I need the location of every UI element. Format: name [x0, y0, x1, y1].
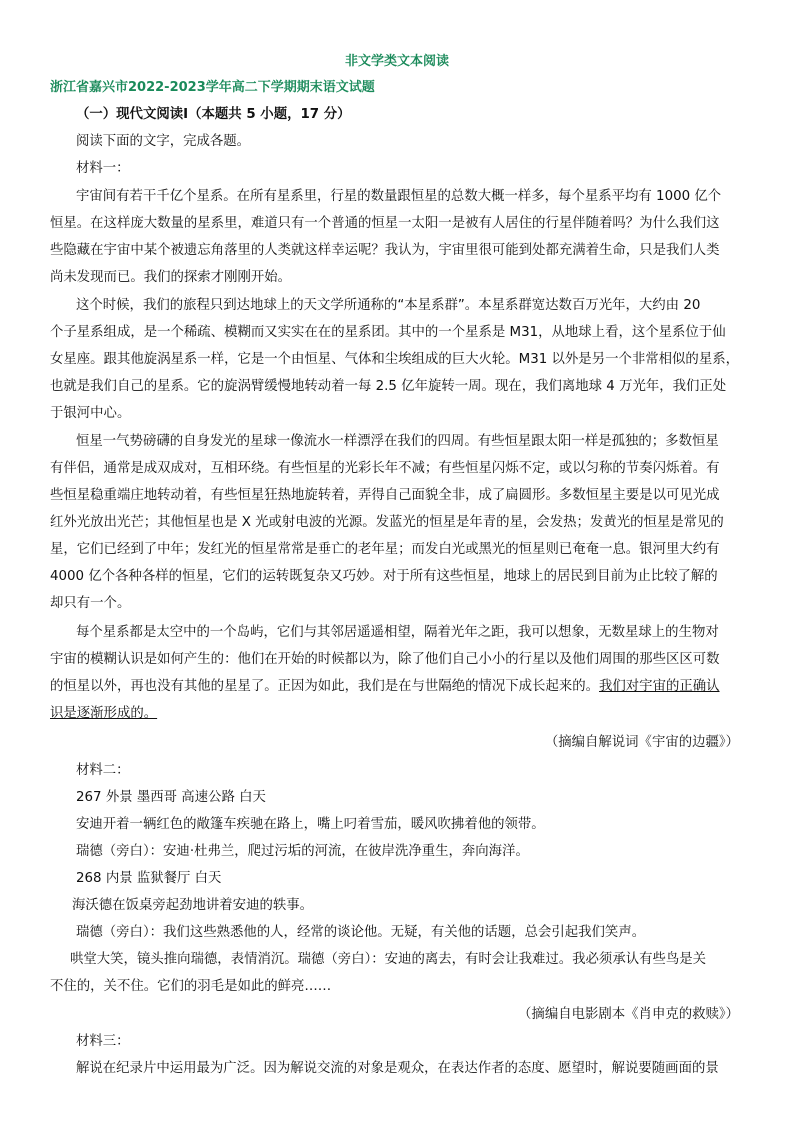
script-line: 瑞德（旁白）：我们这些熟悉他的人，经常的谈论他。无疑，有关他的话题，总会引起我们笑声。 [76, 925, 646, 940]
paragraph-line: 宇宙间有若干千亿个星系。在所有星系里，行星的数量跟恒星的总数大概一样多，每个星系平均有 1000 亿个 [76, 189, 722, 204]
section-heading: （一）现代文阅读Ⅰ（本题共 5 小题，17 分） [76, 107, 351, 122]
paragraph-line: 女星座。跟其他旋涡星系一样，它是一个由恒星、气体和尘埃组成的巨大火轮。M31 以外是另一个非常相似的星系， [50, 352, 739, 367]
script-line: 安迪开着一辆红色的敞篷车疾驰在路上，嘴上叼着雪茄，暖风吹拂着他的领带。 [76, 817, 545, 832]
underlined-sentence: 我们对宇宙的正确认 [599, 679, 720, 694]
paragraph-line: 宇宙的模糊认识是如何产生的：他们在开始的时候都以为，除了他们自己小小的行星以及他们周围的那些区区可数 [50, 652, 720, 667]
paragraph-line: 些恒星稳重端庄地转动着，有些恒星狂热地旋转着，弄得自己面貌全非，成了扁圆形。多数恒星主要是以可见光成 [50, 488, 720, 503]
paragraph-line: 有伴侣，通常是成双成对，互相环绕。有些恒星的光彩长年不减；有些恒星闪烁不定，或以匀称的节奏闪烁着。有 [50, 461, 720, 476]
scene-heading: 267 外景 墨西哥 高速公路 白天 [76, 790, 266, 805]
paragraph-line: 解说在纪录片中运用最为广泛。因为解说交流的对象是观众，在表达作者的态度、愿望时，解说要随画面的景 [76, 1061, 719, 1076]
material-one-label: 材料一： [76, 161, 130, 176]
doc-subtitle: 浙江省嘉兴市2022-2023学年高二下学期期末语文试题 [50, 80, 375, 95]
paragraph-line: 个子星系组成，是一个稀疏、模糊而又实实在在的星系团。其中的一个星系是 M31，从地球上看，这个星系位于仙 [50, 325, 726, 340]
script-line: 不住的，关不住。它们的羽毛是如此的鲜亮…… [50, 979, 332, 994]
script-line: 海沃德在饭桌旁起劲地讲着安迪的轶事。 [72, 898, 314, 913]
paragraph-line: 些隐藏在宇宙中某个被遗忘角落里的人类就这样幸运呢？我认为，宇宙里很可能到处都充满着生命，只是我们人类 [50, 243, 720, 258]
paragraph-line: 也就是我们自己的星系。它的旋涡臂缓慢地转动着一每 2.5 亿年旋转一周。现在，我们离地球 4 万光年，我们正处 [50, 379, 727, 394]
underlined-sentence: 识是逐渐形成的。 [50, 706, 158, 721]
doc-title: 非文学类文本阅读 [344, 54, 449, 69]
script-line: 哄堂大笑，镜头推向瑞德，表情消沉。瑞德（旁白）：安迪的离去，有时会让我难过。我必须承认有些鸟是关 [70, 952, 707, 967]
paragraph-line: 星，它们已经到了中年；发红光的恒星常常是垂亡的老年星；而发白光或黑光的恒星则已奄奄一息。银河里大约有 [50, 542, 720, 557]
paragraph-line [50, 675, 720, 694]
paragraph-line: 恒星。在这样庞大数量的星系里，难道只有一个普通的恒星一太阳一是被有人居住的行星伴随着吗？为什么我们这 [50, 216, 720, 231]
script-line: 瑞德（旁白）：安迪·杜弗兰，爬过污垢的河流，在彼岸洗净重生，奔向海洋。 [76, 844, 529, 859]
paragraph-line: 恒星一气势磅礴的自身发光的星球一像流水一样漂浮在我们的四周。有些恒星跟太阳一样是孤独的；多数恒星 [76, 434, 719, 449]
material-three-label: 材料三： [76, 1034, 130, 1049]
paragraph-text: 的恒星以外，再也没有其他的星星了。正因为如此，我们是在与世隔绝的情况下成长起来的。 [50, 679, 600, 694]
paragraph-line: 4000 亿个各种各样的恒星，它们的运转既复杂又巧妙。对于所有这些恒星，地球上的居民到目前为止比较了解的 [50, 569, 718, 584]
source-citation: （摘编自电影剧本《肖申克的救赎》） [518, 1007, 739, 1022]
paragraph-line: 却只有一个。 [50, 596, 131, 611]
instruction: 阅读下面的文字，完成各题。 [76, 134, 251, 149]
paragraph-line: 这个时候，我们的旅程只到达地球上的天文学所通称的“本星系群”。本星系群宽达数百万光年，大约由 20 [76, 298, 701, 313]
scene-heading: 268 内景 监狱餐厅 白天 [76, 871, 222, 886]
paragraph-line: 于银河中心。 [50, 406, 131, 421]
paragraph-line: 尚未发现而已。我们的探索才刚刚开始。 [50, 270, 292, 285]
material-two-label: 材料二： [76, 763, 130, 778]
paragraph-line: 红外光放出光芒；其他恒星也是 X 光或射电波的光源。发蓝光的恒星是年青的星，会发热；发黄光的恒星是常见的 [50, 515, 724, 530]
source-citation: （摘编自解说词《宇宙的边疆》） [544, 735, 739, 750]
paragraph-line: 每个星系都是太空中的一个岛屿，它们与其邻居遥遥相望，隔着光年之距，我可以想象，无数星球上的生物对 [76, 625, 719, 640]
